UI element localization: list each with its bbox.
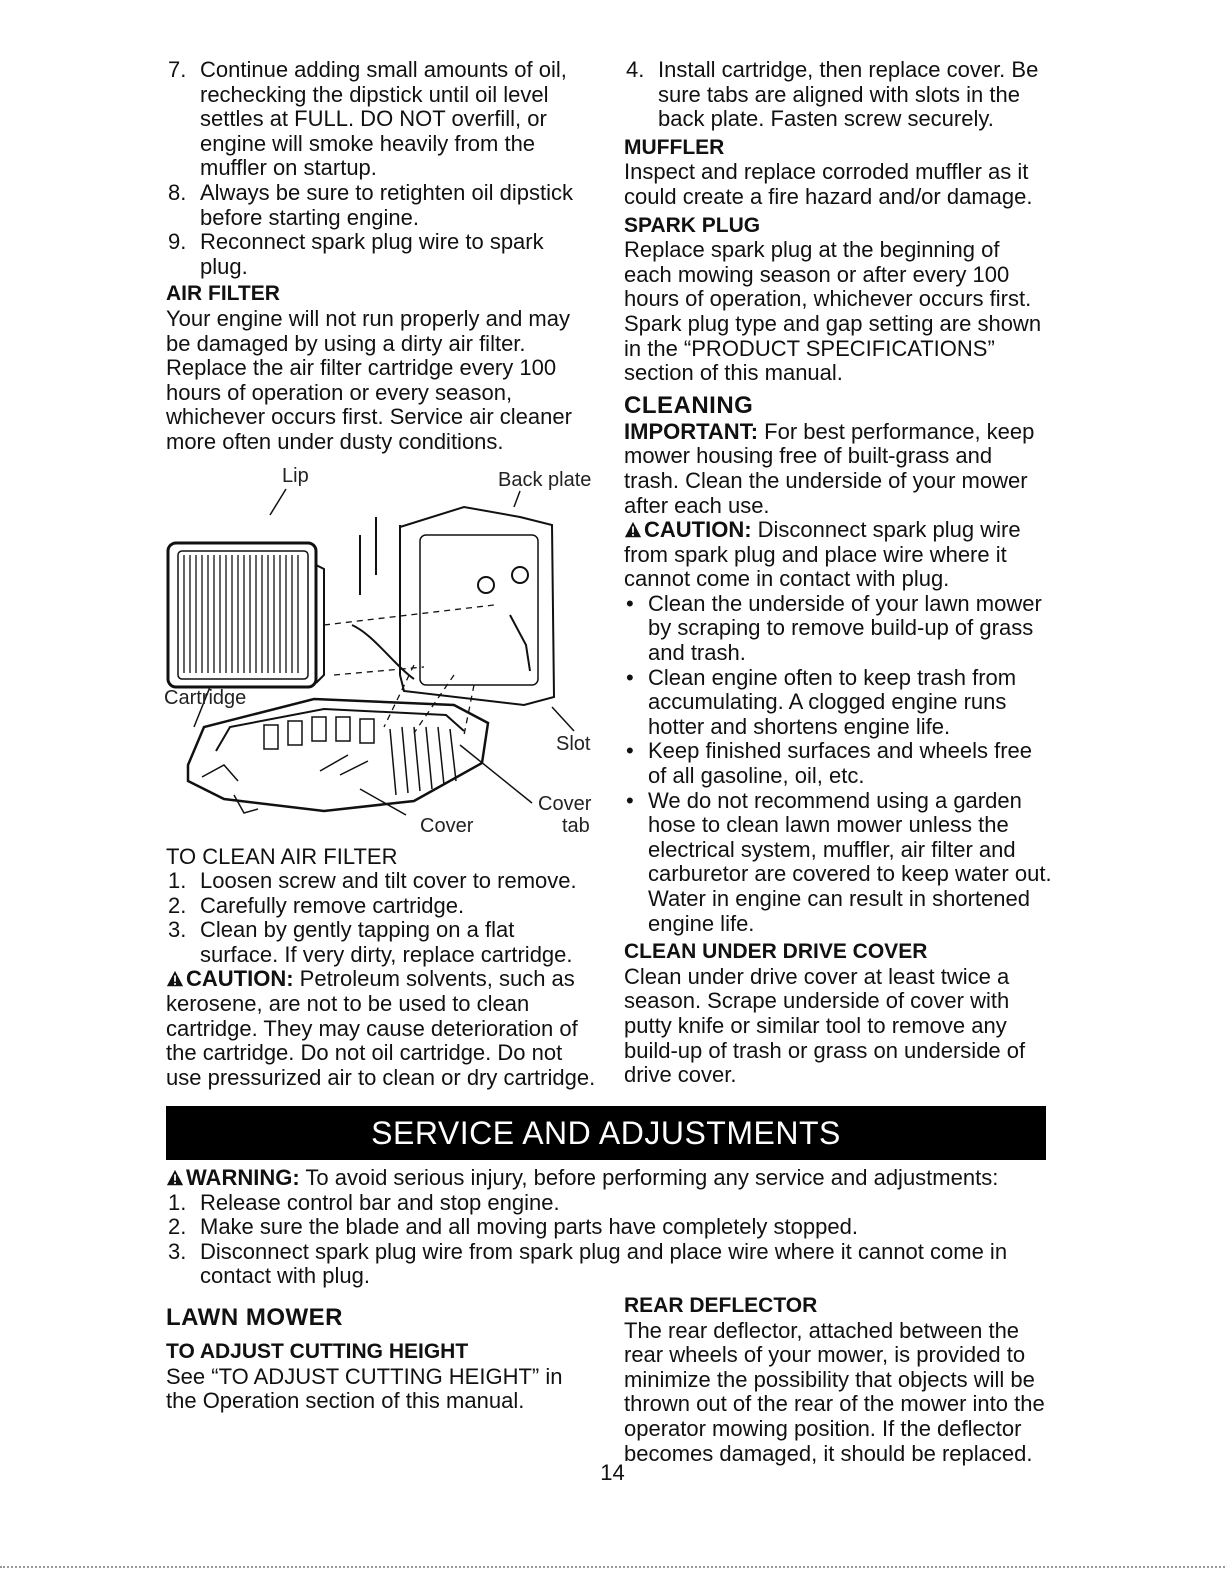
lower-left-column [166,1304,596,1414]
drive-cover-text: Clean under drive cover at least twice a season. Scrape underside of cover with putty knife or similar tool to remove any build-up of trash or grass on underside of drive cover. [624,963,1026,1088]
cleaning-bullet: • Clean the underside of your lawn mower by scraping to remove build-up of grass and trash. [626,590,1042,666]
air-filter-diagram [164,465,596,837]
oil-step-9: 9. Reconnect spark plug wire to spark plug. [168,229,544,279]
spark-plug-text: Replace spark plug at the beginning of each mowing season or after every 100 hours of operation, whichever occurs first. Spark plug type and gap setting are shown in the “PRODUCT SPECIFICATIONS” section of this manual. [624,237,1042,386]
clean-under-drive-cover-heading: CLEAN UNDER DRIVE COVER [624,940,928,964]
right-column [624,58,1052,1088]
air-filter-heading: AIR FILTER [166,282,280,306]
muffler-text: Inspect and replace corroded muffler as it could create a fire hazard and/or damage. [624,159,1033,209]
figure-label-lip: Lip [282,464,309,487]
warning-triangle-icon [166,1169,184,1187]
warning-step-1: 1. Release control bar and stop engine. [168,1189,560,1215]
oil-step-7: 7. Continue adding small amounts of oil, rechecking the dipstick until oil level settles at FULL. DO NOT overfill, or engine will smoke heavily from the muffler on startup. [168,57,567,181]
important-note: IMPORTANT: For best performance, keep mower housing free of built-grass and trash. Clean the underside of your mower after each use. [624,418,1035,518]
page-edge-divider [0,1566,1225,1568]
air-filter-illustration [164,465,596,837]
caution-triangle-icon [624,521,642,539]
muffler-heading: MUFFLER [624,135,725,159]
lawn-mower-heading: LAWN MOWER [166,1304,343,1331]
adjust-cutting-height-heading: TO ADJUST CUTTING HEIGHT [166,1340,469,1363]
left-column [166,58,596,1090]
air-filter-text: Your engine will not run properly and may be damaged by using a dirty air filter. Replace the air filter cartridge every 100 hours of operation or every season, whichever occurs first. Service air cleaner more often under dusty conditions. [166,305,572,454]
figure-label-cartridge: Cartridge [164,686,247,709]
cleaning-bullet: • Clean engine often to keep trash from accumulating. A clogged engine runs hotter and shortens engine life. [626,664,1017,739]
adjust-cutting-height-text: See “TO ADJUST CUTTING HEIGHT” in the Operation section of this manual. [166,1363,563,1414]
spark-plug-heading: SPARK PLUG [624,213,761,237]
clean-step-1: 1. Loosen screw and tilt cover to remove. [168,868,577,894]
figure-label-cover-tab-1: Cover [538,792,592,815]
warning-step-3: 3. Disconnect spark plug wire from spark plug and place wire where it cannot come in contact with plug. [168,1238,1008,1289]
figure-label-back-plate: Back plate [498,468,592,491]
figure-label-cover: Cover [420,814,474,837]
clean-step-2: 2. Carefully remove cartridge. [168,892,465,918]
lower-right-column [624,1294,1052,1466]
warning-line: WARNING: To avoid serious injury, before performing any service and adjustments: [166,1166,1046,1191]
cleaning-bullet: • We do not recommend using a garden hose to clean lawn mower unless the electrical system, muffler, air filter and carburetor are covered to keep water out. Water in engine can result in shortened engine life. [626,787,1052,936]
page-number: 14 [600,1460,625,1485]
warning-block [166,1166,1046,1289]
cleaning-bullet: • Keep finished surfaces and wheels free of all gasoline, oil, etc. [626,738,1033,789]
section-banner-title: SERVICE AND ADJUSTMENTS [371,1114,841,1151]
clean-step-3: 3. Clean by gently tapping on a flat surface. If very dirty, replace cartridge. [168,917,573,967]
figure-label-slot: Slot [556,732,591,755]
cleaning-heading: CLEANING [624,391,754,419]
install-step-4: 4. Install cartridge, then replace cover. Be sure tabs are aligned with slots in the back plate. Fasten screw securely. [626,57,1039,132]
oil-step-8: 8. Always be sure to retighten oil dipstick before starting engine. [168,179,573,230]
to-clean-air-filter-heading: TO CLEAN AIR FILTER [166,843,398,869]
cleaning-caution: CAUTION: Disconnect spark plug wire from spark plug and place wire where it cannot come in contact with plug. [624,517,1021,592]
section-banner [166,1106,1046,1160]
caution-triangle-icon [166,970,184,988]
figure-label-cover-tab-2: tab [562,814,590,837]
warning-step-2: 2. Make sure the blade and all moving parts have completely stopped. [168,1214,858,1240]
rear-deflector-heading: REAR DEFLECTOR [624,1294,818,1317]
air-filter-caution: CAUTION: Petroleum solvents, such as kerosene, are not to be used to clean cartridge. They may cause deterioration of the cartridge. Do not oil cartridge. Do not use pressurized air to clean or dry cartridge. [166,966,596,1090]
rear-deflector-text: The rear deflector, attached between the rear wheels of your mower, is provided to minimize the possibility that objects will be thrown out of the rear of the mower into the operator mowing position. If the deflector becomes damaged, it should be replaced. [624,1317,1045,1466]
